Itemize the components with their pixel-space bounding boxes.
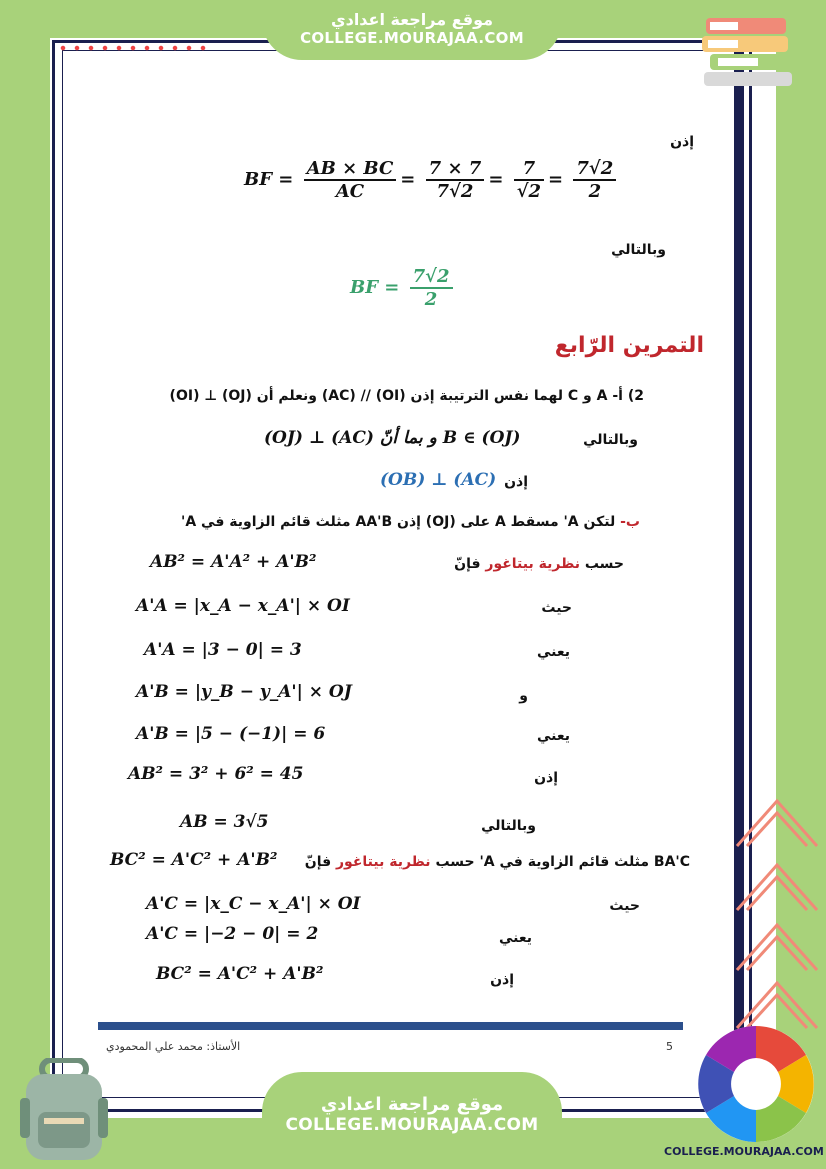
banner-top-arabic: موقع مراجعة اعدادي — [330, 10, 494, 29]
wabittali-line-label: وبالتالي — [583, 432, 638, 448]
bf-frac-3-den: √2 — [516, 181, 542, 202]
bf-frac-2 — [426, 158, 485, 202]
eq-aa-value: A'A = |3 − 0| = 3 — [144, 640, 302, 660]
haythu-label-2: حيث — [609, 898, 640, 914]
q2a-line: 2) أ- A و C لهما نفس الترتيبة إذن (OI) // (AC) ونعلم أن (OJ) ⊥ (OI) — [169, 388, 644, 404]
bf-frac-2-den: 7√2 — [436, 181, 474, 202]
footer-page-number: 5 — [666, 1040, 673, 1053]
bf-frac-4-den: 2 — [588, 181, 602, 202]
wabittali-label-2: وبالتالي — [481, 818, 536, 834]
footer-author: الأستاذ: محمد علي المحمودي — [106, 1040, 241, 1053]
eq-aa-prime: A'A = |x_A − x_A'| × OI — [136, 596, 350, 616]
eq-bc2-final: BC² = A'C² + A'B² — [156, 964, 324, 984]
bf-eq-lhs: BF = — [244, 169, 294, 190]
yani-label-1: يعني — [536, 644, 570, 660]
q2b-line — [181, 514, 640, 530]
idhan-label: إذن — [670, 134, 694, 150]
decorative-dots — [56, 44, 206, 52]
bf-frac-1-num: AB × BC — [304, 158, 397, 181]
idhan-label-3: إذن — [534, 770, 558, 786]
yani-label-3: يعني — [498, 930, 532, 946]
bf-frac-2-num: 7 × 7 — [426, 158, 485, 181]
bf-frac-1-den: AC — [335, 181, 365, 202]
bf-frac-3 — [514, 158, 544, 202]
wabittali-label: وبالتالي — [611, 242, 666, 258]
chevron-up-icon — [732, 786, 822, 856]
eq-ac-prime: A'C = |x_C − x_A'| × OI — [146, 894, 361, 914]
site-banner-bottom[interactable] — [262, 1072, 562, 1169]
hasab-2: حسب — [435, 854, 475, 870]
idhan-label-2: إذن — [504, 474, 528, 490]
bf-result-num: 7√2 — [410, 266, 453, 289]
bf-frac-3-num: 7 — [514, 158, 544, 181]
exercise-heading: التمرين الرّابع — [554, 333, 704, 358]
pythagoras-theorem-1: نظرية بيتاغور — [485, 556, 580, 572]
idhan-label-4: إذن — [490, 972, 514, 988]
bac-text: BA'C مثلث قائم الزاوية في A' — [479, 854, 690, 870]
q2b-prefix: ب- — [620, 514, 640, 530]
pythagoras-line-1 — [454, 556, 624, 572]
fa-inna-1: فإنّ — [454, 556, 481, 572]
eq-bc-squared: BC² = A'C² + A'B² — [110, 850, 278, 870]
footer-rule — [98, 1022, 683, 1030]
bf-frac-4-num: 7√2 — [573, 158, 616, 181]
bf-frac-4 — [573, 158, 616, 202]
eq-ab-prime-value: A'B = |5 − (−1)| = 6 — [136, 724, 326, 744]
site-logo-icon — [694, 1022, 818, 1146]
eq-ab2-value: AB² = 3² + 6² = 45 — [128, 764, 304, 784]
bf-result-lhs: BF = — [350, 277, 400, 298]
haythu-label-1: حيث — [541, 600, 572, 616]
pythagoras-theorem-2: نظرية بيتاغور — [336, 854, 431, 870]
eq-ac-prime-value: A'C = |−2 − 0| = 2 — [146, 924, 319, 944]
eq-ab-prime: A'B = |y_B − y_A'| × OJ — [136, 682, 352, 702]
bf-equation: BF = $\frac{AB \times BC}{AC}$ = $\frac{7 \times 7}{7√2}$ = $\frac{7}{√2}$ = $\frac{7√2}{2}$ — [244, 158, 620, 202]
ob-perp-ac: (OB) ⊥ (AC) — [380, 470, 497, 490]
q2b-text: لتكن A' مسقط A على (OJ) إذن AA'B مثلث قائم الزاوية في A' — [181, 514, 616, 530]
banner-top-url[interactable]: COLLEGE.MOURAJAA.COM — [300, 29, 524, 47]
yani-label-2: يعني — [536, 728, 570, 744]
bf-result — [350, 266, 457, 310]
backpack-icon — [14, 1058, 114, 1163]
bac-triangle-line — [305, 854, 690, 870]
eq-ab-root: AB = 3√5 — [180, 812, 269, 832]
hasab-1: حسب — [584, 556, 624, 572]
books-icon — [700, 12, 800, 92]
oj-ac-statement: (OJ) ⊥ (AC) و بما أنّ B ∈ (OJ) — [264, 428, 521, 448]
bf-result-frac — [410, 266, 453, 310]
banner-bottom-url[interactable]: COLLEGE.MOURAJAA.COM — [285, 1115, 539, 1135]
wa-label: و — [519, 688, 528, 704]
bf-frac-1 — [304, 158, 397, 202]
fa-inna-2: فإنّ — [304, 854, 332, 870]
site-banner-top[interactable] — [262, 0, 562, 60]
bf-result-den: 2 — [424, 289, 438, 310]
logo-url-text[interactable]: COLLEGE.MOURAJAA.COM — [664, 1145, 824, 1158]
eq-ab-squared: AB² = A'A² + A'B² — [150, 552, 317, 572]
banner-bottom-arabic: موقع مراجعة اعدادي — [320, 1094, 504, 1115]
